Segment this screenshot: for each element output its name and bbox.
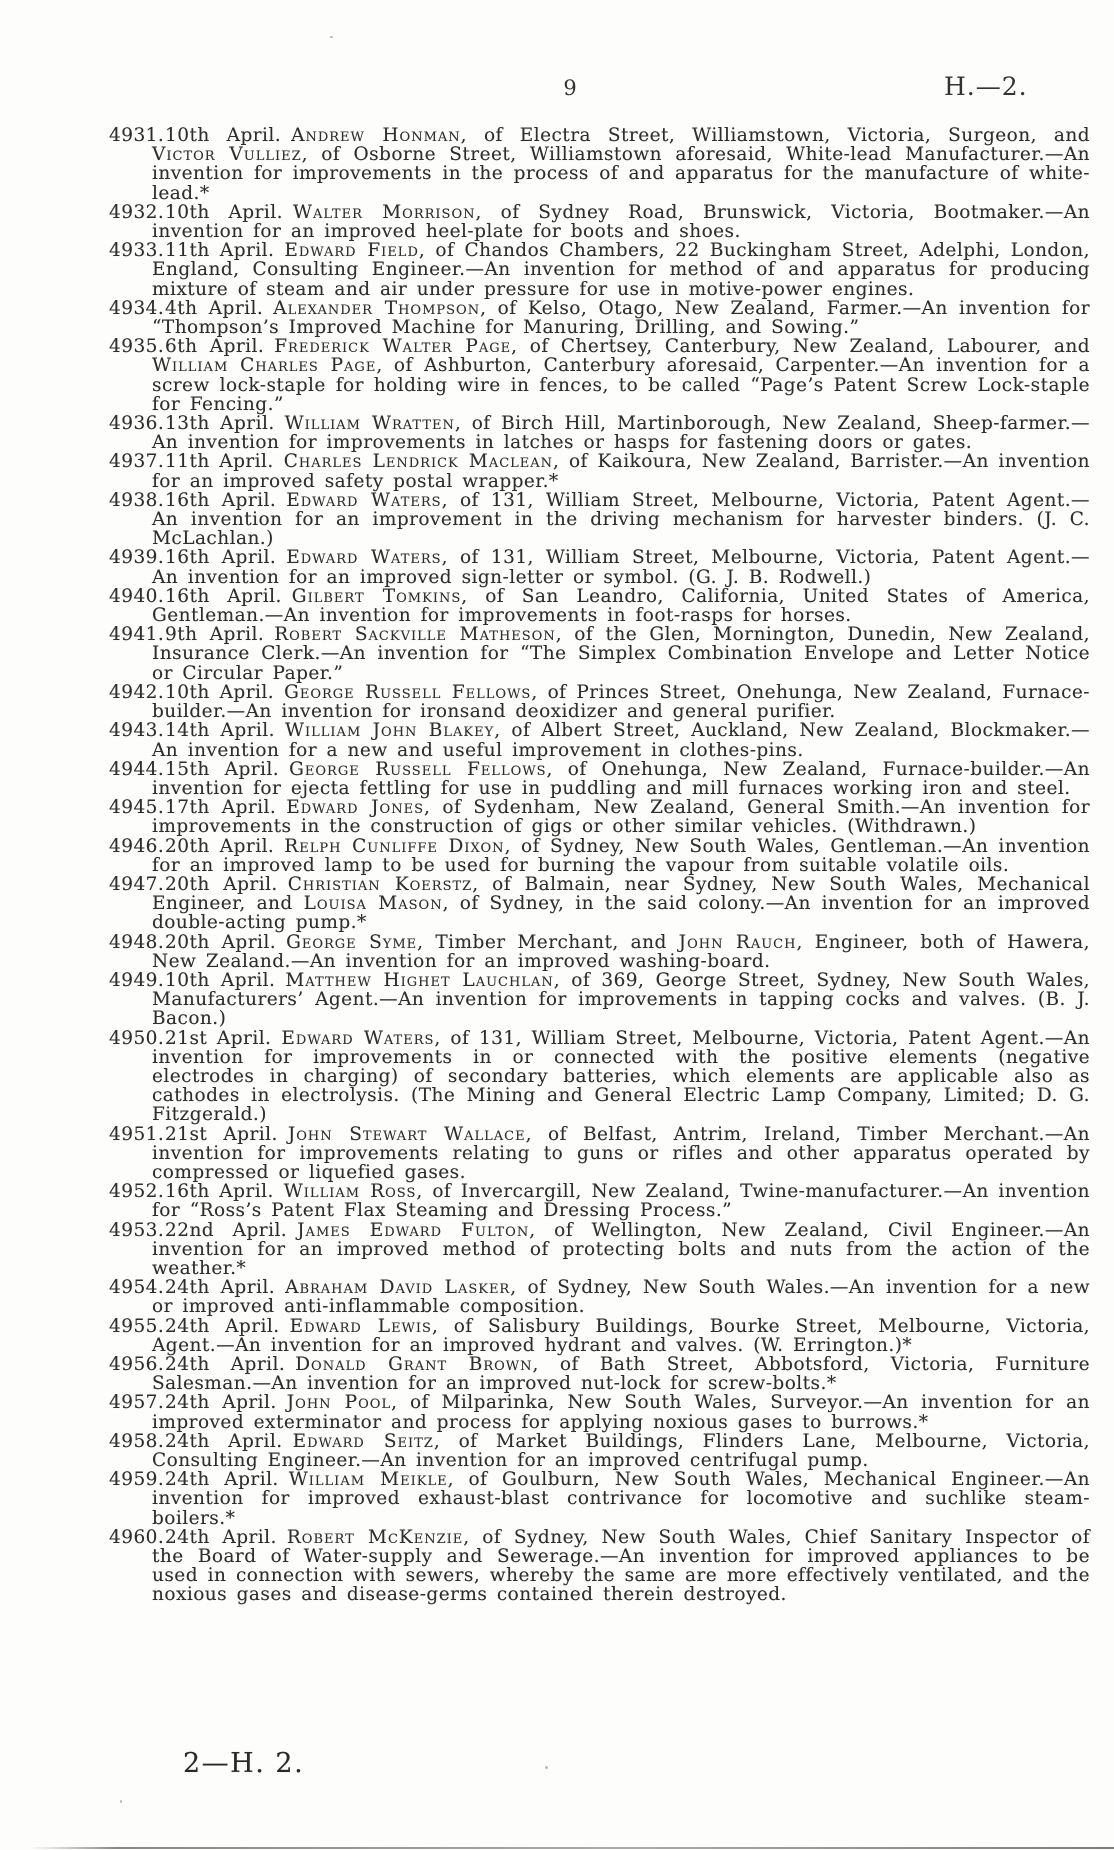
- entry-text: [152, 874, 1090, 933]
- entry-text: [152, 624, 1090, 683]
- entry-date: 9th April.: [165, 624, 265, 646]
- patentee-name: William Ross: [283, 1181, 417, 1203]
- entry-text: [152, 125, 1090, 204]
- patentee-name: William Charles Page: [152, 355, 377, 377]
- entry-text-fragment: , of Kelso, Otago, New Zealand, Farmer.—An invention for “Thompson’s Improved Machine for Manuring, Drilling, and Sowing.”: [152, 297, 1090, 339]
- patentee-name: Robert McKenzie: [286, 1526, 464, 1548]
- patentee-name: Edward Waters: [281, 1027, 435, 1049]
- patentee-name: Andrew Honman: [291, 125, 461, 146]
- entry-text: [152, 932, 1090, 972]
- entry-number: 4938.: [109, 489, 165, 511]
- entry-text-fragment: , of Sydney, in the said colony.—An invention for an improved double-acting pump.*: [152, 893, 1090, 934]
- patentee-name: Edward Waters: [286, 547, 442, 569]
- patentee-name: Edward Field: [284, 240, 419, 262]
- patent-entry: [109, 1278, 1090, 1316]
- entry-number: 4946.: [109, 835, 165, 857]
- entry-date: 4th April.: [165, 297, 264, 319]
- entry-number: 4937.: [109, 451, 165, 473]
- entry-date: 22nd April.: [165, 1219, 288, 1241]
- entry-text: [152, 298, 1090, 338]
- patentee-name: Frederick Walter Page: [274, 336, 512, 358]
- entry-date: 16th April.: [165, 585, 282, 607]
- entry-date: 20th April.: [165, 835, 275, 857]
- entry-number: 4948.: [109, 931, 165, 953]
- entry-text-fragment: , of Chertsey, Canterbury, New Zealand, Labourer, and: [511, 336, 1090, 358]
- entry-text: [152, 1392, 1090, 1432]
- entry-date: 24th April.: [165, 1392, 277, 1414]
- entry-text-fragment: , of Milparinka, New South Wales, Surveyor.—An invention for an improved exterminator and process for applying noxious gases to burrows.*: [152, 1392, 1090, 1433]
- entry-number: 4935.: [109, 336, 165, 358]
- patentee-name: Victor Vulliez: [152, 144, 302, 166]
- entry-date: 24th April.: [165, 1315, 280, 1337]
- entry-text-fragment: , of Albert Street, Auckland, New Zealand, Blockmaker.—An invention for a new and useful improvement in clothes-pins.: [152, 720, 1091, 761]
- patentee-name: George Russell Fellows: [284, 681, 532, 703]
- entry-date: 24th April.: [165, 1526, 277, 1548]
- patentee-name: Edward Jones: [286, 797, 424, 819]
- entry-text: [152, 682, 1090, 722]
- entry-text: [152, 1181, 1090, 1221]
- entry-date: 24th April.: [165, 1354, 286, 1375]
- patentee-name: Edward Seitz: [292, 1430, 434, 1452]
- entry-number: 4949.: [109, 969, 165, 991]
- patent-entry: [109, 683, 1090, 721]
- patentee-name: Walter Morrison: [292, 201, 476, 223]
- entry-number: 4931.: [109, 125, 165, 146]
- patent-entry: [109, 126, 1090, 203]
- entry-date: 16th April.: [165, 547, 277, 569]
- entry-text: [152, 836, 1090, 876]
- entry-text-fragment: , of Invercargill, New Zealand, Twine-manufacturer.—An invention for “Ross’s Patent Flax Steaming and Dressing Process.”: [152, 1181, 1090, 1222]
- patent-entry: [109, 299, 1090, 337]
- entry-text-fragment: , of Balmain, near Sydney, New South Wales, Mechanical Engineer, and: [152, 873, 1090, 915]
- entry-text: [152, 1527, 1090, 1606]
- entry-number: 4958.: [109, 1430, 165, 1452]
- entry-number: 4942.: [109, 681, 165, 703]
- entry-text-fragment: , of Sydney, New South Wales, Chief Sanitary Inspector of the Board of Water-supply and Sewerage.—An invention for improved appliances to be used in connection with sewers, whereby the same are more effectively ventilated, and the noxious gases and disease-germs contained therein destroyed.: [152, 1526, 1090, 1606]
- scan-speck: [120, 1800, 122, 1803]
- entry-text-fragment: , of Sydney, New South Wales.—An invention for a new or improved anti-inflammable composition.: [152, 1277, 1090, 1318]
- entry-number: 4934.: [109, 297, 165, 319]
- entry-text: [152, 1220, 1090, 1279]
- entry-text-fragment: , of the Glen, Mornington, Dunedin, New Zealand, Insurance Clerk.—An invention for “The Simplex Combination Envelope and Letter Notice or Circular Paper.”: [152, 624, 1090, 684]
- entry-date: 24th April.: [165, 1469, 279, 1491]
- patent-entry: [109, 933, 1090, 971]
- patent-entry: [109, 1528, 1090, 1605]
- entry-text-fragment: , Timber Merchant, and: [417, 931, 679, 953]
- entry-date: 17th April.: [165, 797, 277, 819]
- entry-date: 13th April.: [165, 413, 275, 435]
- entry-number: 4941.: [109, 624, 165, 646]
- patentee-name: Donald Grant Brown: [295, 1354, 533, 1375]
- entry-date: 11th April.: [165, 240, 275, 262]
- entry-text: [152, 240, 1090, 299]
- entry-date: 15th April.: [165, 758, 280, 780]
- patentee-name: John Stewart Wallace: [287, 1123, 526, 1145]
- patentee-name: William Meikle: [288, 1469, 448, 1491]
- entry-text-fragment: , of Birch Hill, Martinborough, New Zealand, Sheep-farmer.—An invention for improvements in latches or hasps for fastening doors or gates.: [152, 413, 1090, 454]
- entry-number: 4933.: [109, 240, 165, 262]
- patent-entry: [109, 1317, 1090, 1355]
- entry-number: 4954.: [109, 1277, 165, 1299]
- entry-text: [152, 720, 1090, 760]
- entry-text-fragment: , of Sydney Road, Brunswick, Victoria, Bootmaker.—An invention for an improved heel-plate for boots and shoes.: [152, 201, 1090, 243]
- entry-text-fragment: , of 131, William Street, Melbourne, Victoria, Patent Agent.—An invention for an improvement in the driving mechanism for harvester binders. (J. C. McLachlan.): [152, 489, 1091, 550]
- entry-number: 4945.: [109, 797, 165, 819]
- entry-date: 16th April.: [165, 1181, 274, 1203]
- entry-date: 10th April.: [165, 969, 276, 991]
- entry-number: 4960.: [109, 1526, 165, 1548]
- entry-text: [152, 1469, 1090, 1528]
- entry-text: [152, 451, 1090, 491]
- patent-entry: [109, 837, 1090, 875]
- patentee-name: Charles Lendrick Maclean: [283, 451, 554, 473]
- entry-text-fragment: , of Wellington, New Zealand, Civil Engineer.—An invention for an improved method of protecting bolts and nuts from the action of the weather.*: [152, 1219, 1091, 1279]
- entry-text: [152, 970, 1090, 1029]
- patent-entry: [109, 625, 1090, 683]
- entry-text: [152, 1431, 1090, 1471]
- patentee-name: William John Blakey: [285, 720, 495, 742]
- entry-number: 4944.: [109, 758, 165, 780]
- entry-date: 10th April.: [165, 681, 275, 703]
- entry-text: [152, 413, 1090, 453]
- entry-number: 4950.: [109, 1027, 165, 1049]
- footer-imprint: 2—H. 2.: [183, 1748, 305, 1779]
- entry-text: [152, 759, 1090, 799]
- entry-text-fragment: , of Chandos Chambers, 22 Buckingham Street, Adelphi, London, England, Consulting Engineer.—An invention for method of and apparatus for producing mixture of steam and air under pressure for use in motive-power engines.: [152, 240, 1091, 300]
- entry-text: [152, 547, 1090, 587]
- entry-date: 10th April.: [165, 201, 283, 223]
- entry-date: 16th April.: [165, 489, 277, 511]
- entry-text: [152, 1316, 1090, 1356]
- patent-entry: [109, 1221, 1090, 1279]
- entry-number: 4940.: [109, 585, 165, 607]
- entry-text-fragment: , of Salisbury Buildings, Bourke Street, Melbourne, Victoria, Agent.—An invention for an improved hydrant and valves. (W. Errington.)*: [152, 1315, 1091, 1356]
- entry-number: 4953.: [109, 1219, 165, 1241]
- entry-text: [152, 202, 1090, 242]
- patent-entry: [109, 875, 1090, 933]
- patent-entry: [109, 760, 1090, 798]
- patent-entry: [109, 721, 1090, 759]
- patent-entry: [109, 1355, 1090, 1393]
- entry-text-fragment: , of Sydenham, New Zealand, General Smith.—An invention for improvements in the construction of gigs or other similar vehicles. (Withdrawn.): [152, 797, 1091, 838]
- patent-entry: [109, 337, 1090, 414]
- document-reference: H.—2.: [944, 72, 1028, 101]
- patent-entry: [109, 587, 1090, 625]
- patentee-name: Louisa Mason: [303, 893, 443, 915]
- entry-text-fragment: , of Osborne Street, Williamstown aforesaid, White-lead Manufacturer.—An invention for improvements in the process of and apparatus for the manufacture of white-lead.*: [152, 144, 1090, 204]
- patentee-name: John Rauch: [678, 931, 797, 953]
- entry-date: 14th April.: [165, 720, 275, 742]
- scan-speck: [545, 1766, 548, 1769]
- patent-entry: [109, 491, 1090, 549]
- entry-text: [152, 1124, 1090, 1183]
- entry-text: [152, 797, 1090, 837]
- patent-entry: [109, 241, 1090, 299]
- entry-date: 10th April.: [165, 125, 282, 146]
- patentee-name: Matthew Highet Lauchlan: [285, 969, 554, 991]
- patent-entry: [109, 414, 1090, 452]
- entry-number: 4951.: [109, 1123, 165, 1145]
- entry-text-fragment: , of 131, William Street, Melbourne, Victoria, Patent Agent.—An invention for improvements in or connected with the positive elements (negative electrodes in charging) of secondary batteries, which elements are applicable also as cathodes in electrolysis. (The Mining and General Electric Lamp Company, Limited; D. G. Fitzgerald.): [152, 1027, 1091, 1126]
- entry-date: 11th April.: [165, 451, 274, 473]
- entry-text: [152, 1354, 1090, 1394]
- entry-text: [152, 586, 1090, 626]
- scan-speck: [330, 36, 333, 38]
- patent-entry: [109, 1470, 1090, 1528]
- entry-text-fragment: , of Belfast, Antrim, Ireland, Timber Merchant.—An invention for improvements relating to guns or rifles and other apparatus operated by compressed or liquefied gases.: [152, 1123, 1090, 1183]
- patent-entry: [109, 1182, 1090, 1220]
- entry-number: 4947.: [109, 873, 165, 895]
- entry-text-fragment: , of Electra Street, Williamstown, Victoria, Surgeon, and: [460, 125, 1091, 146]
- scan-edge-artifact: [30, 1847, 1114, 1849]
- patentee-name: Gilbert Tomkins: [291, 585, 462, 607]
- entry-text-fragment: , of 131, William Street, Melbourne, Victoria, Patent Agent.—An invention for an improved sign-letter or symbol. (G. J. B. Rodwell.): [152, 547, 1091, 588]
- entry-date: 20th April.: [165, 873, 278, 895]
- patent-entry: [109, 1393, 1090, 1431]
- entry-text-fragment: , of Bath Street, Abbotsford, Victoria, Furniture Salesman.—An invention for an improved nut-lock for screw-bolts.*: [152, 1354, 1091, 1395]
- patent-entry: [109, 452, 1090, 490]
- patentee-name: George Russell Fellows: [289, 758, 547, 780]
- entry-text-fragment: , Engineer, both of Hawera, New Zealand.—An invention for an improved washing-board.: [152, 931, 1090, 972]
- patent-entry: [109, 1125, 1090, 1183]
- entry-text: [152, 336, 1090, 415]
- entry-date: 21st April.: [165, 1123, 278, 1145]
- patentee-name: James Edward Fulton: [297, 1219, 530, 1241]
- entry-text-fragment: , of Kaikoura, New Zealand, Barrister.—An invention for an improved safety postal wrapper.*: [152, 451, 1090, 492]
- entry-number: 4952.: [109, 1181, 165, 1203]
- entry-date: 20th April.: [165, 931, 277, 953]
- patentee-name: Robert Sackville Matheson: [274, 624, 556, 646]
- entry-number: 4959.: [109, 1469, 165, 1491]
- entry-date: 24th April.: [165, 1277, 276, 1299]
- entry-text-fragment: , of 369, George Street, Sydney, New South Wales, Manufacturers’ Agent.—An invention for improvements in tapping cocks and valves. (B. J. Bacon.): [152, 969, 1090, 1030]
- patent-entry: [109, 548, 1090, 586]
- entry-text: [152, 490, 1090, 549]
- entry-number: 4955.: [109, 1315, 165, 1337]
- patentee-name: Relph Cunliffe Dixon: [284, 835, 505, 857]
- entry-number: 4936.: [109, 413, 165, 435]
- patent-entry: [109, 971, 1090, 1029]
- entry-text-fragment: , of Ashburton, Canterbury aforesaid, Carpenter.—An invention for a screw lock-staple for holding wire in fences, to be called “Page’s Patent Screw Lock-staple for Fencing.”: [152, 355, 1090, 415]
- patent-entry: [109, 798, 1090, 836]
- entry-text-fragment: , of Princes Street, Onehunga, New Zealand, Furnace-builder.—An invention for ironsand deoxidizer and general purifier.: [152, 681, 1090, 723]
- entry-number: 4956.: [109, 1354, 165, 1375]
- patentee-name: Edward Waters: [286, 489, 442, 511]
- entry-date: 24th April.: [165, 1430, 283, 1452]
- patentee-name: Abraham David Lasker: [285, 1277, 511, 1299]
- entry-text-fragment: , of Market Buildings, Flinders Lane, Melbourne, Victoria, Consulting Engineer.—An invention for an improved centrifugal pump.: [152, 1430, 1090, 1472]
- entry-number: 4939.: [109, 547, 165, 569]
- entry-text: [152, 1028, 1090, 1126]
- entry-number: 4932.: [109, 201, 165, 223]
- entry-number: 4943.: [109, 720, 165, 742]
- patent-entries-list: [109, 126, 1090, 1605]
- patentee-name: George Syme: [286, 931, 418, 953]
- entry-text: [152, 1277, 1090, 1317]
- entry-text-fragment: , of San Leandro, California, United States of America, Gentleman.—An invention for improvements in foot-rasps for horses.: [152, 585, 1090, 627]
- entry-date: 6th April.: [165, 336, 265, 358]
- patentee-name: John Pool: [286, 1392, 392, 1414]
- entry-number: 4957.: [109, 1392, 165, 1414]
- patent-entry: [109, 203, 1090, 241]
- entry-text-fragment: , of Goulburn, New South Wales, Mechanical Engineer.—An invention for improved exhaust-blast contrivance for locomotive and suchlike steam-boilers.*: [152, 1469, 1091, 1529]
- patent-entry: [109, 1432, 1090, 1470]
- page-number: 9: [563, 76, 577, 100]
- patentee-name: Christian Koerstz: [287, 873, 473, 895]
- entry-text-fragment: , of Onehunga, New Zealand, Furnace-builder.—An invention for ejecta fettling for use in puddling and mill furnaces working iron and steel.: [152, 758, 1090, 799]
- patentee-name: Alexander Thompson: [273, 297, 481, 319]
- patent-entry: [109, 1029, 1090, 1125]
- entry-text-fragment: , of Sydney, New South Wales, Gentleman.—An invention for an improved lamp to be used for burning the vapour from suitable volatile oils.: [152, 835, 1091, 876]
- patentee-name: Edward Lewis: [289, 1315, 432, 1337]
- entry-date: 21st April.: [165, 1027, 272, 1049]
- patentee-name: William Wratten: [284, 413, 455, 435]
